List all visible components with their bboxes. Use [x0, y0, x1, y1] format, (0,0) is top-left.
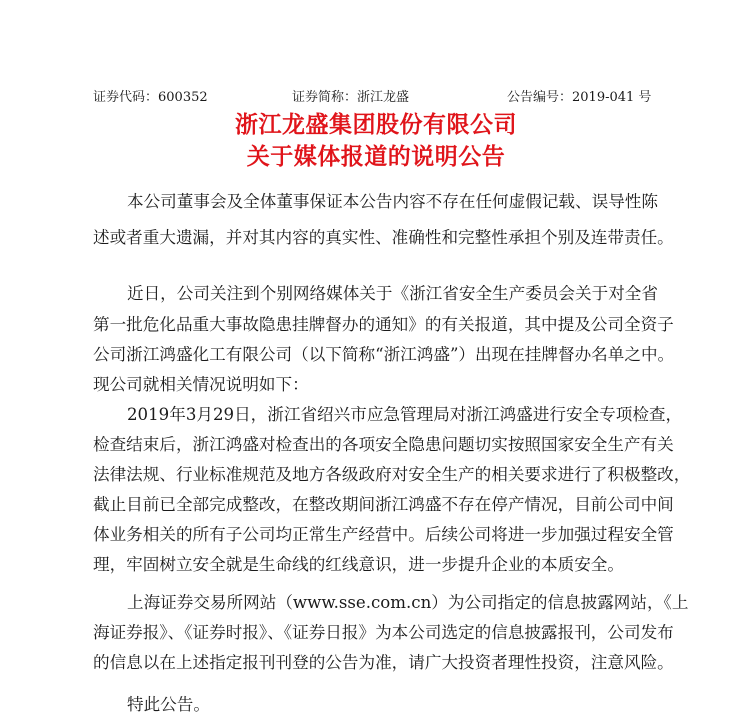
stock-abbreviation: 证券简称：浙江龙盛 [292, 90, 410, 105]
body-line: 海证券报》、《证券时报》、《证券日报》为本公司选定的信息披露报刊，公司发布 [93, 623, 674, 642]
company-title: 浙江龙盛集团股份有限公司 [235, 112, 517, 138]
announcement-title: 关于媒体报道的说明公告 [246, 144, 506, 170]
body-line: 体业务相关的所有子公司均正常生产经营中。后续公司将进一步加强过程安全管 [93, 525, 674, 544]
announcement-header [0, 88, 752, 108]
body-line: 本公司董事会及全体董事保证本公告内容不存在任何虚假记载、误导性陈 [127, 192, 658, 211]
body-line: 第一批危化品重大事故隐患挂牌督办的通知》的有关报道，其中提及公司全资子 [93, 315, 674, 334]
body-line: 2019年3月29日，浙江省绍兴市应急管理局对浙江鸿盛进行安全专项检查， [127, 405, 683, 424]
body-line: 截止目前已全部完成整改，在整改期间浙江鸿盛不存在停产情况，目前公司中间 [93, 495, 674, 514]
body-line: 现公司就相关情况说明如下： [93, 375, 309, 394]
notice-number: 公告编号：2019-041 号 [507, 90, 652, 105]
body-line: 述或者重大遗漏，并对其内容的真实性、准确性和完整性承担个别及连带责任。 [93, 228, 674, 247]
closing-line: 特此公告。 [127, 695, 210, 714]
body-line: 近日，公司关注到个别网络媒体关于《浙江省安全生产委员会关于对全省 [127, 284, 658, 303]
body-line: 公司浙江鸿盛化工有限公司（以下简称“浙江鸿盛”）出现在挂牌督办名单之中。 [93, 345, 675, 364]
body-line: 检查结束后，浙江鸿盛对检查出的各项安全隐患问题切实按照国家安全生产有关 [93, 435, 674, 454]
body-line: 的信息以在上述指定报刊刊登的公告为准，请广大投资者理性投资，注意风险。 [93, 653, 674, 672]
body-line: 理，牢固树立安全就是生命线的红线意识，进一步提升企业的本质安全。 [93, 555, 624, 574]
stock-code: 证券代码：600352 [93, 90, 208, 105]
body-line: 上海证券交易所网站（www.sse.com.cn）为公司指定的信息披露网站，《上 [127, 593, 689, 612]
body-line: 法律法规、行业标准规范及地方各级政府对安全生产的相关要求进行了积极整改， [93, 465, 691, 484]
